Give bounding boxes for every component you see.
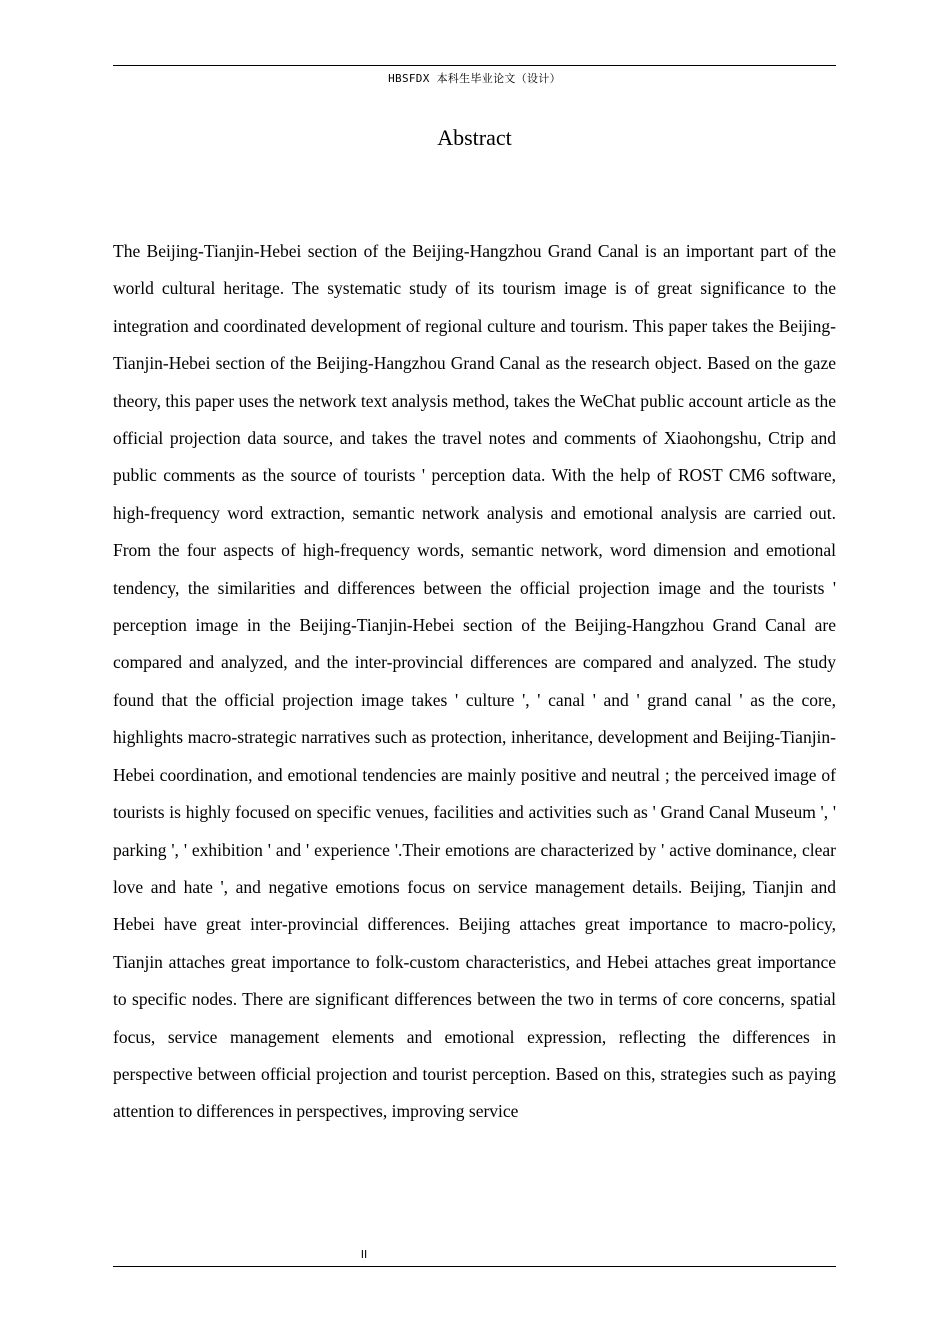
footer-rule — [113, 1266, 836, 1267]
page-number: II — [360, 1248, 368, 1261]
header-rule — [113, 65, 836, 66]
page-title: Abstract — [437, 125, 512, 150]
running-header: HBSFDX 本科生毕业论文（设计） — [388, 72, 561, 85]
abstract-paragraph: The Beijing-Tianjin-Hebei section of the Beijing-Hangzhou Grand Canal is an important part of the world cultural heritage. The systematic study of its tourism image is of great significance to the integration and coordinated development of regional culture and tourism. This paper takes the Beijing-Tianjin-Hebei section of the Beijing-Hangzhou Grand Canal as the research object. Based on the gaze theory, this paper uses the network text analysis method, takes the WeChat public account article as the official projection data source, and takes the travel notes and comments of Xiaohongshu, Ctrip and public comments as the source of tourists ' perception data. With the help of ROST CM6 software, high-frequency word extraction, semantic network analysis and emotional analysis are carried out. From the four aspects of high-frequency words, semantic network, word dimension and emotional tendency, the similarities and differences between the official projection image and the tourists ' perception image in the Beijing-Tianjin-Hebei section of the Beijing-Hangzhou Grand Canal are compared and analyzed, and the inter-provincial differences are compared and analyzed. The study found that the official projection image takes ' culture ', ' canal ' and ' grand canal ' as the core, highlights macro-strategic narratives such as protection, inheritance, development and Beijing-Tianjin-Hebei coordination, and emotional tendencies are mainly positive and neutral ; the perceived image of tourists is highly focused on specific venues, facilities and activities such as ' Grand Canal Museum ', ' parking ', ' exhibition ' and ' experience '.Their emotions are characterized by ' active dominance, clear love and hate ', and negative emotions focus on service management details. Beijing, Tianjin and Hebei have great inter-provincial differences. Beijing attaches great importance to macro-policy, Tianjin attaches great importance to folk-custom characteristics, and Hebei attaches great importance to specific nodes. There are significant differences between the two in terms of core concerns, spatial focus, service management elements and emotional expression, reflecting the differences in perspective between official projection and tourist perception. Based on this, strategies such as paying attention to differences in perspectives, improving service — [113, 241, 836, 1122]
